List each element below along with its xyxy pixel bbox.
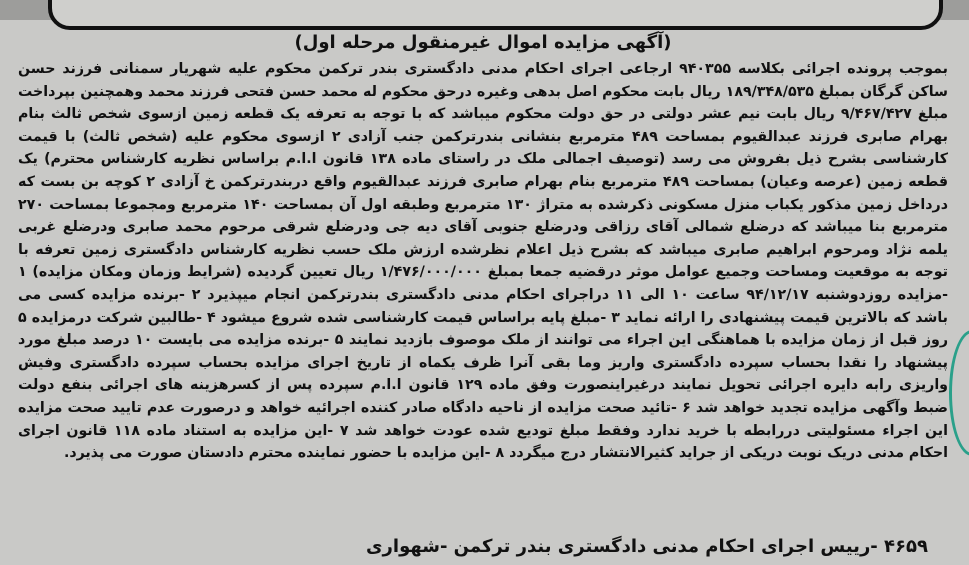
notice-signature: ۴۶۵۹ -رییس اجرای احکام مدنی دادگستری بندر ترکمن -شهواری [366,536,928,557]
notice-clipping [18,24,948,562]
notice-body-paragraph: بموجب پرونده اجرائی بکلاسه ۹۴۰۳۵۵ ارجاعی اجرای احکام مدنی دادگستری بندر ترکمن محکوم علیه شهریار سمنانی فرزند حسن ساکن گرگان بمبلغ ۱۸۹/۳۴۸/۵۳۵ ریال بابت محکوم اصل بدهی وغیره درحق محکوم له محمد حسن فتحی فرزند محمد وهمچنین بپرداخت مبلغ ۹/۴۶۷/۴۲۷ ریال بابت نیم عشر دولتی در حق دولت محکوم میباشد که با توجه به تعرفه یک قطعه زمین ازسوی شخص ثالث بنام بهرام صابری فرزند عبدالقیوم بمساحت ۴۸۹ مترمربع بنشانی بندرترکمن جنب آزادی ۲ ازسوی محکوم علیه (شخص ثالث) با قیمت کارشناسی بشرح ذیل بفروش می رسد (توصیف اجمالی ملک در راستای ماده ۱۳۸ قانون ا.ا.م براساس نظریه کارشناس محترم) یک قطعه زمین (عرصه وعیان) بمساحت ۴۸۹ مترمربع بنام بهرام صابری فرزند عبدالقیوم واقع دربندرترکمن خ آزادی ۲ کوچه بن بست که درداخل زمین مذکور یکباب منزل مسکونی ذکرشده به متراژ ۱۳۰ مترمربع وطبقه اول آن بمساحت ۱۴۰ مترمربع ومجموعا بمساحت ۲۷۰ مترمربع بنا میباشد که درضلع شمالی آقای رزاقی ودرضلع جنوبی آقای دیه جی ودرضلع شرقی مرحوم محمد صابری ودرضلع غربی یلمه نژاد ومرحوم ابراهیم صابری میباشد که بشرح ذیل اعلام نظرشده ارزش ملک حسب نظریه کارشناس دادگستری زمین تعرفه با توجه به موقعیت ومساحت وجمیع عوامل موثر درقضیه جمعا بمبلغ ۱/۴۷۶/۰۰۰/۰۰۰ ریال تعیین گردیده (شرایط وزمان ومکان مزایده) ۱ -مزایده روزدوشنبه ۹۴/۱۲/۱۷ ساعت ۱۰ الی ۱۱ دراجرای احکام مدنی دادگستری بندرترکمن انجام میپذیرد ۲ -برنده مزایده کسی می باشد که بالاترین قیمت پیشنهادی را ارائه نماید ۳ -مبلغ پایه براساس قیمت کارشناسی شده شروع میشود ۴ -طالبین شرکت درمزایده ۵ روز قبل از زمان مزایده با هماهنگی این اجراء می توانند از ملک موصوف بازدید نمایند ۵ -برنده مزایده می بایست ۱۰ درصد مبلغ مورد پیشنهاد را نقدا بحساب سپرده دادگستری واریز وما بقی آنرا ظرف یکماه از تاریخ اجرای مزایده بحساب سپرده دادگستری وفیش واریزی رابه دایره اجرائی تحویل نمایند درغیراینصورت وفق ماده ۱۲۹ قانون ا.ا.م سپرده پس از کسرهزینه های اجرائی بنفع دولت ضبط وآگهی مزایده تجدید خواهد شد ۶ -تائید صحت مزایده از ناحیه دادگاه صادر کننده اجرائیه خواهد و درصورت عدم تایید صحت مزایده این اجراء مسئولیتی دررابطه با خرید ندارد وفقط مبلغ تودیع شده عودت خواهد شد ۷ -این مزایده به استناد ماده ۱۱۸ قانون اجرای احکام مدنی دریک نوبت دریکی از جراید کثیرالانتشار درج میگردد ۸ -این مزایده با حضور نماینده محترم دادستان صورت می پذیرد. [18,61,949,462]
edge-decoration [949,330,969,456]
notice-title: (آگهی مزایده اموال غیرمنقول مرحله اول) [294,32,672,53]
notice-body [18,58,948,465]
